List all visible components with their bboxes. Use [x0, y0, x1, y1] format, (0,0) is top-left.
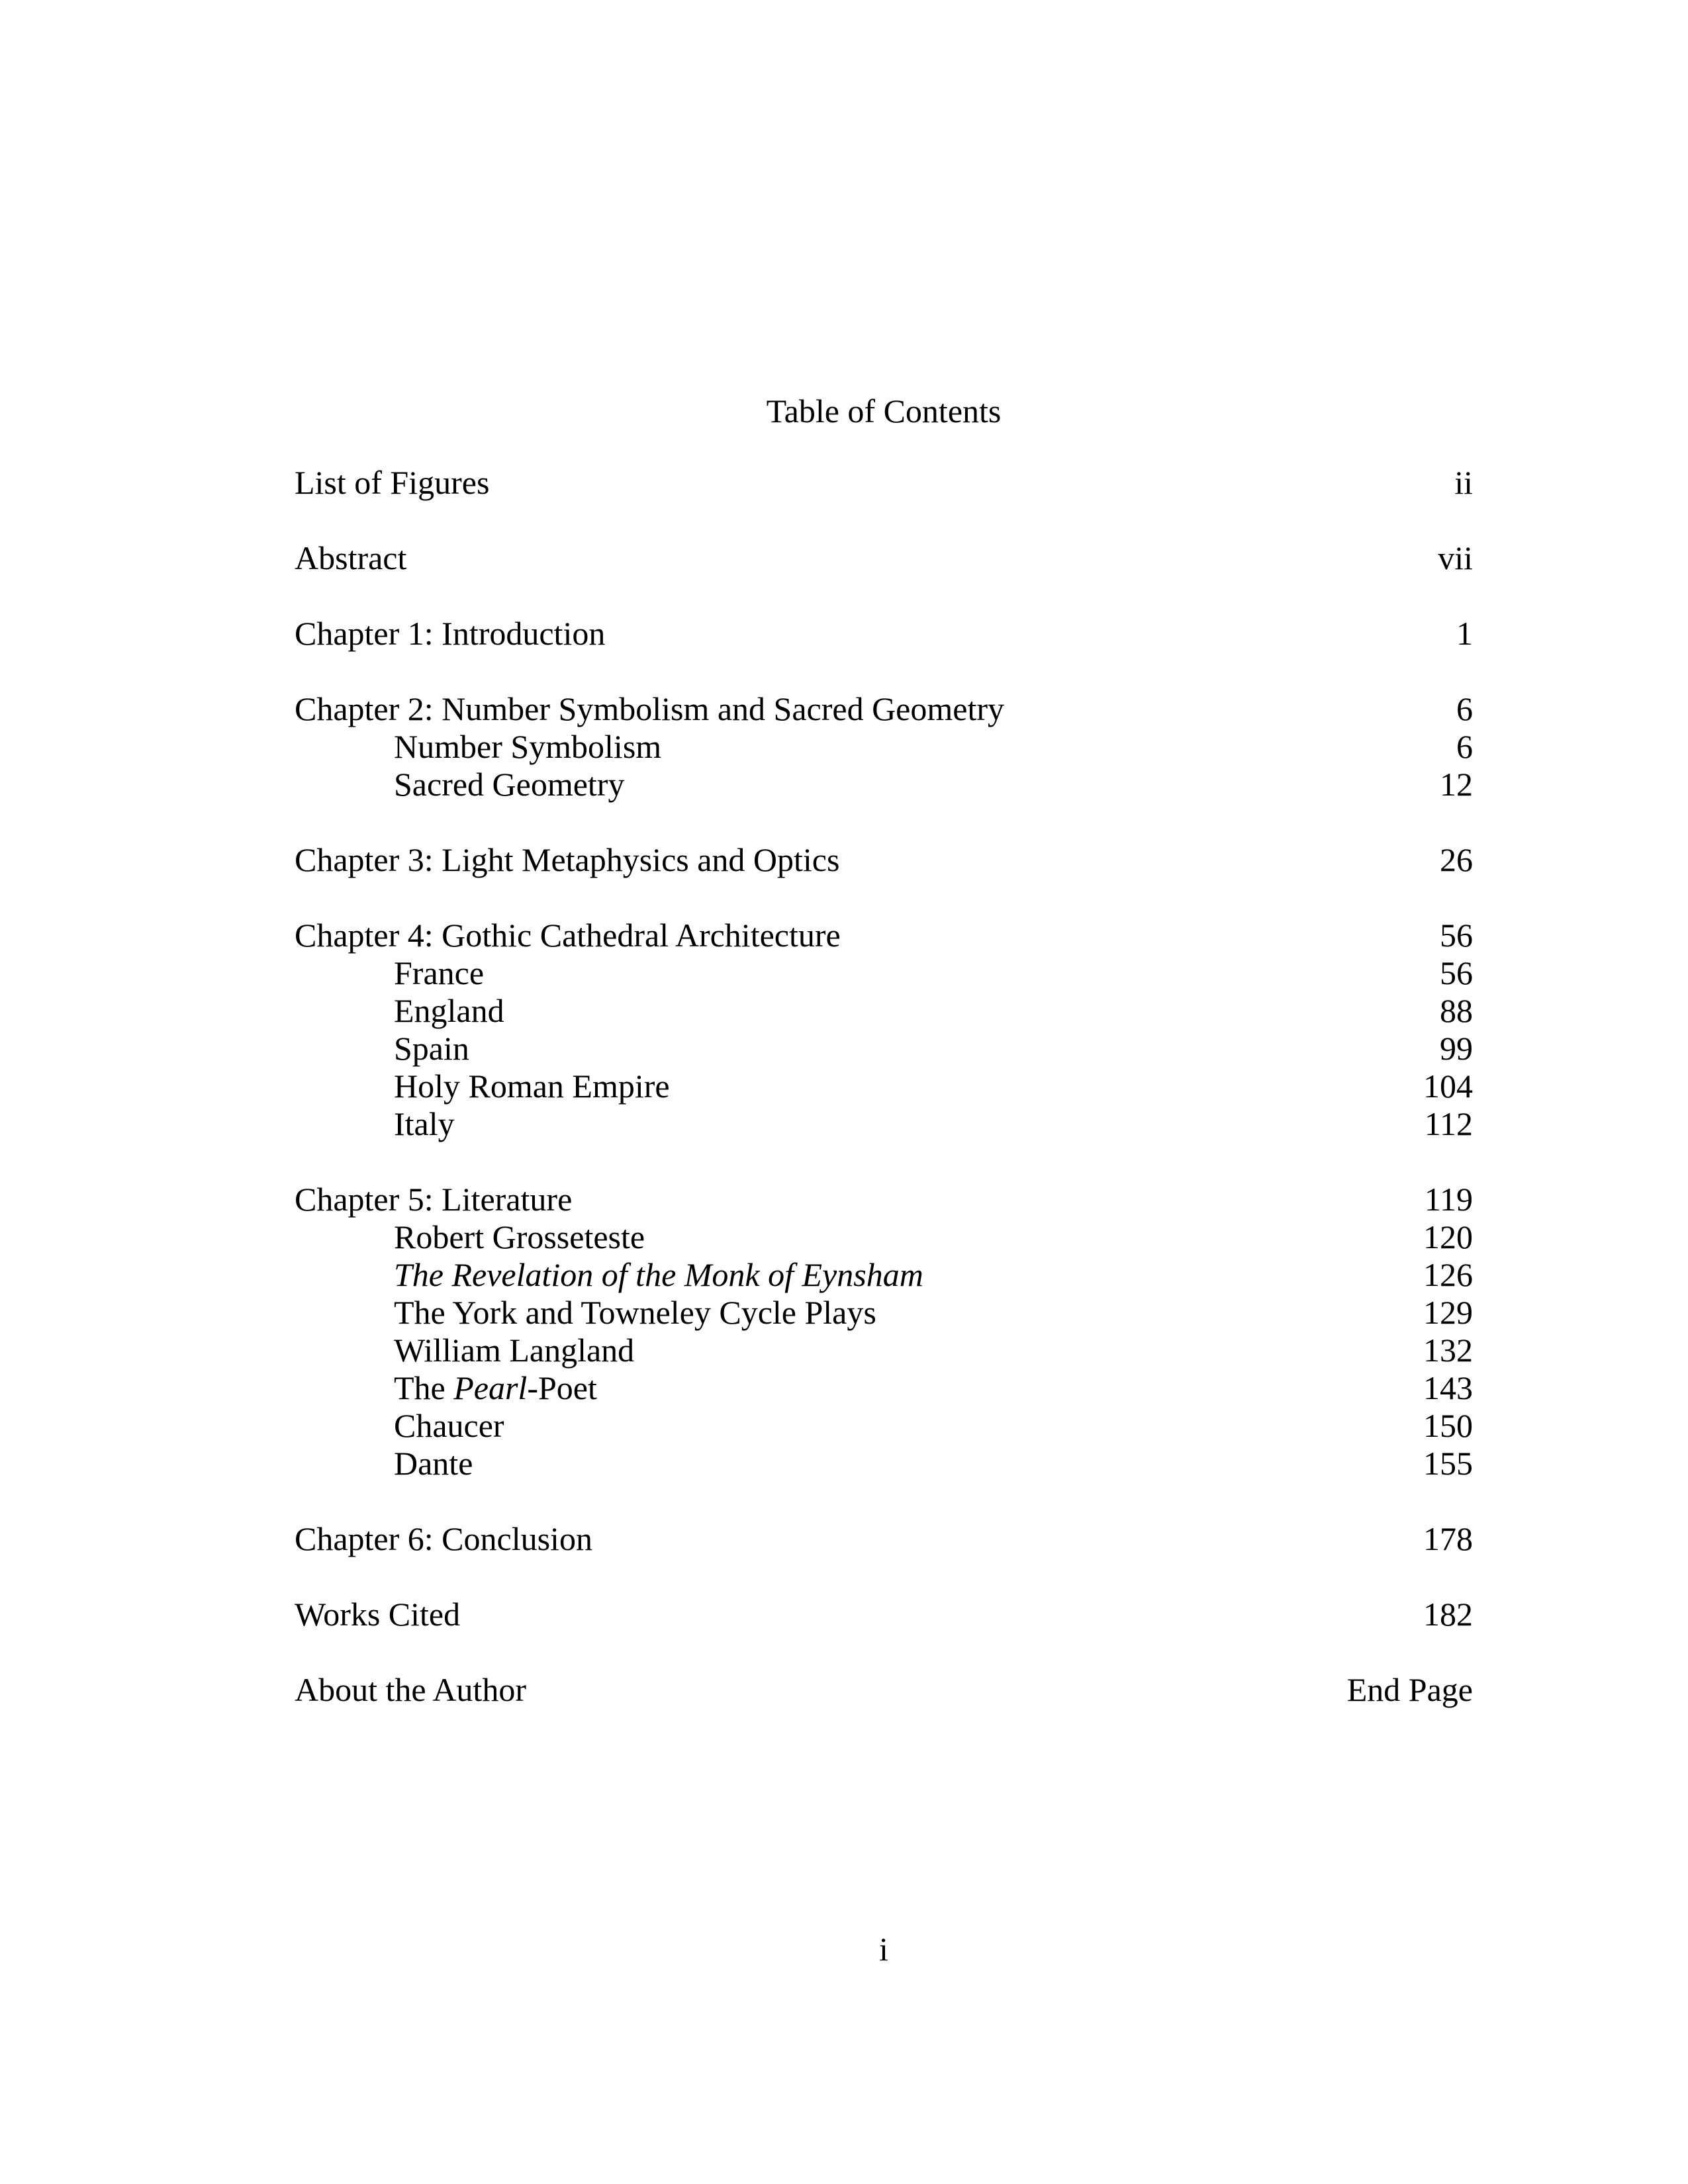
toc-entry-page: 126: [1423, 1256, 1473, 1293]
toc-subentry-chaucer: [295, 1407, 1473, 1445]
toc-subentry-sacred-geometry: [295, 766, 1473, 803]
toc-entry-label-suffix: -Poet: [527, 1369, 597, 1406]
toc-entry-label: Spain: [394, 1030, 469, 1067]
toc-subentry-william-langland: [295, 1332, 1473, 1369]
toc-entry-label: Chapter 3: Light Metaphysics and Optics: [295, 841, 840, 878]
toc-entry-about-the-author: [295, 1671, 1473, 1709]
toc-entry-label: List of Figures: [295, 464, 490, 501]
toc-entry-page: vii: [1438, 539, 1473, 576]
toc-subentry-york-towneley: [295, 1294, 1473, 1332]
toc-subentry-holy-roman-empire: [295, 1068, 1473, 1105]
toc-entry-label: Chapter 5: Literature: [295, 1181, 573, 1218]
toc-entry-page: 56: [1440, 954, 1473, 991]
toc-entry-chapter-2: [295, 690, 1473, 728]
toc-entry-label: Holy Roman Empire: [394, 1068, 670, 1105]
toc-entry-page: 56: [1440, 917, 1473, 954]
toc-entry-label: Sacred Geometry: [394, 766, 625, 803]
toc-entry-page: 6: [1456, 728, 1473, 765]
toc-subentry-france: [295, 954, 1473, 992]
toc-entry-label: Chapter 6: Conclusion: [295, 1520, 592, 1557]
toc-entry-label-prefix: The: [394, 1369, 454, 1406]
toc-entry-label: The York and Towneley Cycle Plays: [394, 1294, 876, 1331]
toc-entry-label: Chapter 2: Number Symbolism and Sacred Geometry: [295, 690, 1004, 727]
toc-entry-page: 143: [1423, 1369, 1473, 1406]
toc-list: [295, 464, 1473, 1709]
toc-entry-page: 129: [1423, 1294, 1473, 1331]
toc-entry-page: 99: [1440, 1030, 1473, 1067]
toc-entry-label: Robert Grosseteste: [394, 1218, 645, 1255]
toc-entry-label-italic: Pearl: [453, 1369, 528, 1406]
toc-entry-page: 178: [1423, 1520, 1473, 1557]
toc-entry-page: 150: [1423, 1407, 1473, 1444]
toc-entry-label: The Revelation of the Monk of Eynsham: [394, 1256, 923, 1293]
page-number-footer: i: [879, 1931, 888, 1968]
toc-entry-chapter-1: [295, 615, 1473, 653]
toc-entry-label: [394, 1369, 597, 1407]
toc-subentry-pearl-poet: [295, 1369, 1473, 1407]
toc-entry-label: Chapter 1: Introduction: [295, 615, 606, 652]
toc-entry-page: 104: [1423, 1068, 1473, 1105]
toc-entry-page: 155: [1423, 1445, 1473, 1482]
toc-entry-label: Dante: [394, 1445, 473, 1482]
toc-entry-label: Works Cited: [295, 1596, 461, 1633]
toc-entry-page: 119: [1424, 1181, 1473, 1218]
toc-entry-page: 26: [1440, 841, 1473, 878]
toc-entry-label: England: [394, 992, 504, 1029]
toc-subentry-spain: [295, 1030, 1473, 1068]
toc-entry-label: Abstract: [295, 539, 407, 576]
toc-entry-page: 182: [1423, 1596, 1473, 1633]
toc-entry-page: End Page: [1346, 1671, 1473, 1708]
toc-subentry-england: [295, 992, 1473, 1030]
toc-subentry-number-symbolism: [295, 728, 1473, 766]
toc-entry-page: 132: [1423, 1332, 1473, 1369]
toc-entry-label: Italy: [394, 1105, 455, 1142]
toc-entry-chapter-3: [295, 841, 1473, 879]
toc-entry-page: 1: [1456, 615, 1473, 652]
toc-entry-chapter-4: [295, 917, 1473, 954]
toc-entry-page: 120: [1423, 1218, 1473, 1255]
toc-title: Table of Contents: [766, 392, 1002, 430]
toc-entry-page: ii: [1454, 464, 1473, 501]
toc-entry-label: William Langland: [394, 1332, 635, 1369]
toc-entry-chapter-5: [295, 1181, 1473, 1218]
toc-entry-page: 112: [1424, 1105, 1473, 1142]
toc-entry-works-cited: [295, 1596, 1473, 1633]
toc-subentry-dante: [295, 1445, 1473, 1482]
toc-entry-label: Chapter 4: Gothic Cathedral Architecture: [295, 917, 841, 954]
toc-entry-label: About the Author: [295, 1671, 526, 1708]
toc-entry-list-of-figures: [295, 464, 1473, 502]
toc-subentry-revelation-monk-eynsham: [295, 1256, 1473, 1294]
toc-entry-page: 6: [1456, 690, 1473, 727]
toc-subentry-italy: [295, 1105, 1473, 1143]
toc-entry-page: 12: [1440, 766, 1473, 803]
toc-entry-abstract: [295, 539, 1473, 577]
toc-subentry-robert-grosseteste: [295, 1218, 1473, 1256]
toc-entry-label: Chaucer: [394, 1407, 504, 1444]
toc-entry-chapter-6: [295, 1520, 1473, 1558]
toc-entry-page: 88: [1440, 992, 1473, 1029]
toc-entry-label: France: [394, 954, 485, 991]
toc-entry-label: Number Symbolism: [394, 728, 662, 765]
